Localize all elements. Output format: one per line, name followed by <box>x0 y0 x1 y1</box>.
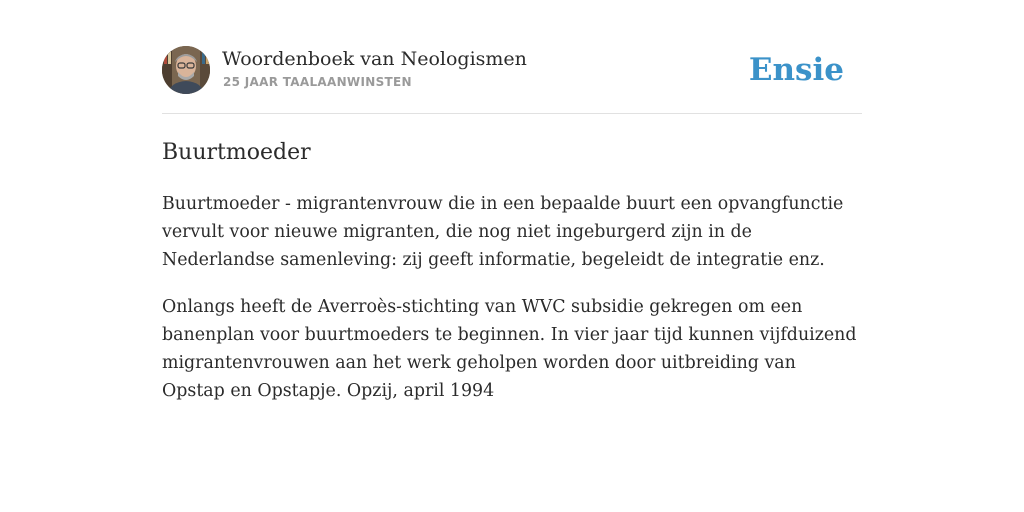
site-title[interactable]: Woordenboek van Neologismen <box>222 48 527 70</box>
entry-paragraph: Buurtmoeder - migrantenvrouw die in een bepaalde buurt een opvangfunctie vervult voor nieuwe migranten, die nog niet ingeburgerd zijn in de Nederlandse samenleving: zij geeft informatie, begeleidt de integratie enz. <box>162 194 844 270</box>
author-portrait-icon <box>162 46 210 94</box>
entry-paragraph: Onlangs heeft de Averroès-stichting van WVC subsidie gekregen om een banenplan voor buurtmoeders te beginnen. In vier jaar tijd kunnen vijfduizend migrantenvrouwen aan het werk geholpen worden door uitbreiding van Opstap en Opstapje. Opzij, april 1994 <box>162 297 857 401</box>
brand-logo-link[interactable]: Ensie <box>748 52 844 88</box>
site-subtitle: 25 JAAR TAALAANWINSTEN <box>223 75 412 89</box>
entry-card <box>162 0 862 512</box>
entry-title: Buurtmoeder <box>162 140 311 165</box>
author-avatar[interactable] <box>162 46 210 94</box>
site-header <box>162 46 862 96</box>
header-divider <box>162 113 862 114</box>
